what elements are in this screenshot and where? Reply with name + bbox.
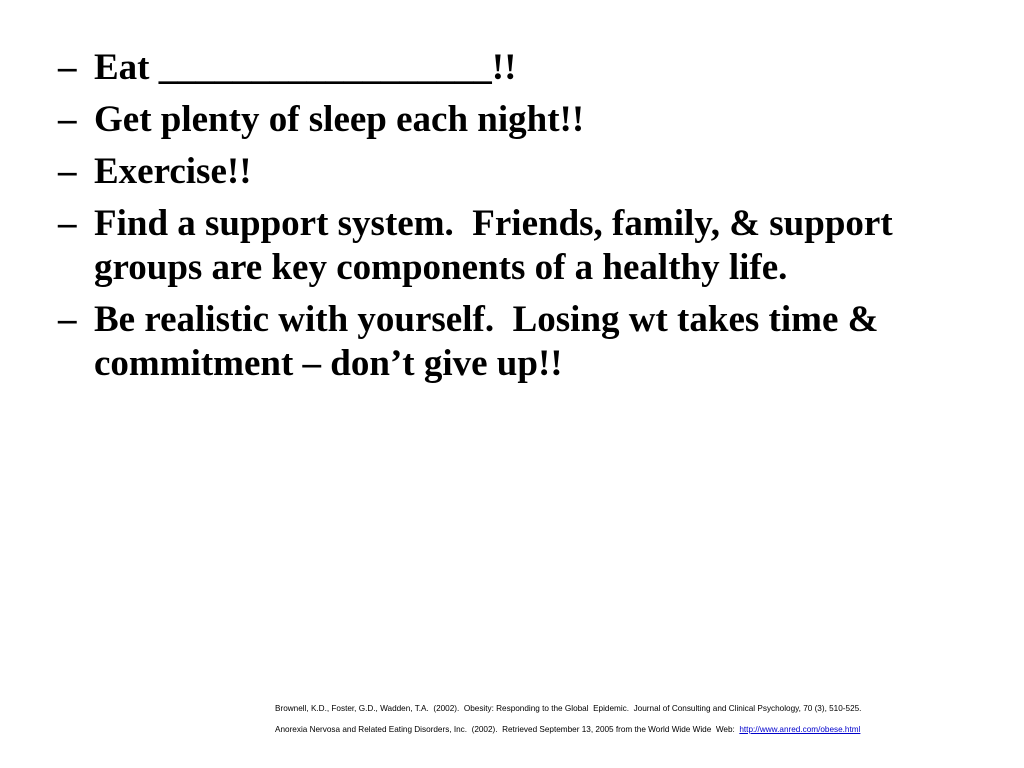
reference-brownell: Brownell, K.D., Foster, G.D., Wadden, T.A. (2002). Obesity: Responding to the Global Epidemic. Journal of Consulting and Clinical Psychology, 70 (3), 510-525. xyxy=(275,704,862,713)
bullet-item-sleep xyxy=(58,98,978,142)
bullet-item-exercise xyxy=(58,150,978,194)
bullet-dash: – xyxy=(58,99,77,140)
bullet-dash: – xyxy=(58,203,77,244)
bullet-item-realistic xyxy=(58,298,978,386)
bullet-dash: – xyxy=(58,47,77,88)
bullet-dash: – xyxy=(58,151,77,192)
bullet-dash: – xyxy=(58,299,77,340)
bullet-item-eat xyxy=(58,46,978,90)
bullet-text: Be realistic with yourself. Losing wt takes time & commitment – don’t give up!! xyxy=(94,299,888,384)
references xyxy=(275,703,995,745)
bullet-text: Eat __________________!! xyxy=(94,47,517,88)
bullet-text: Find a support system. Friends, family, & support groups are key components of a healthy life. xyxy=(94,203,902,288)
bullet-item-support xyxy=(58,202,978,290)
reference-anred xyxy=(275,724,995,735)
reference-anred-text: Anorexia Nervosa and Related Eating Disorders, Inc. (2002). Retrieved September 13, 2005 from the World Wide Wide Web: xyxy=(275,725,740,734)
bullet-list xyxy=(58,46,978,394)
reference-anred-link[interactable]: http://www.anred.com/obese.html xyxy=(739,725,861,734)
bullet-text: Get plenty of sleep each night!! xyxy=(94,99,585,140)
bullet-text: Exercise!! xyxy=(94,151,252,192)
